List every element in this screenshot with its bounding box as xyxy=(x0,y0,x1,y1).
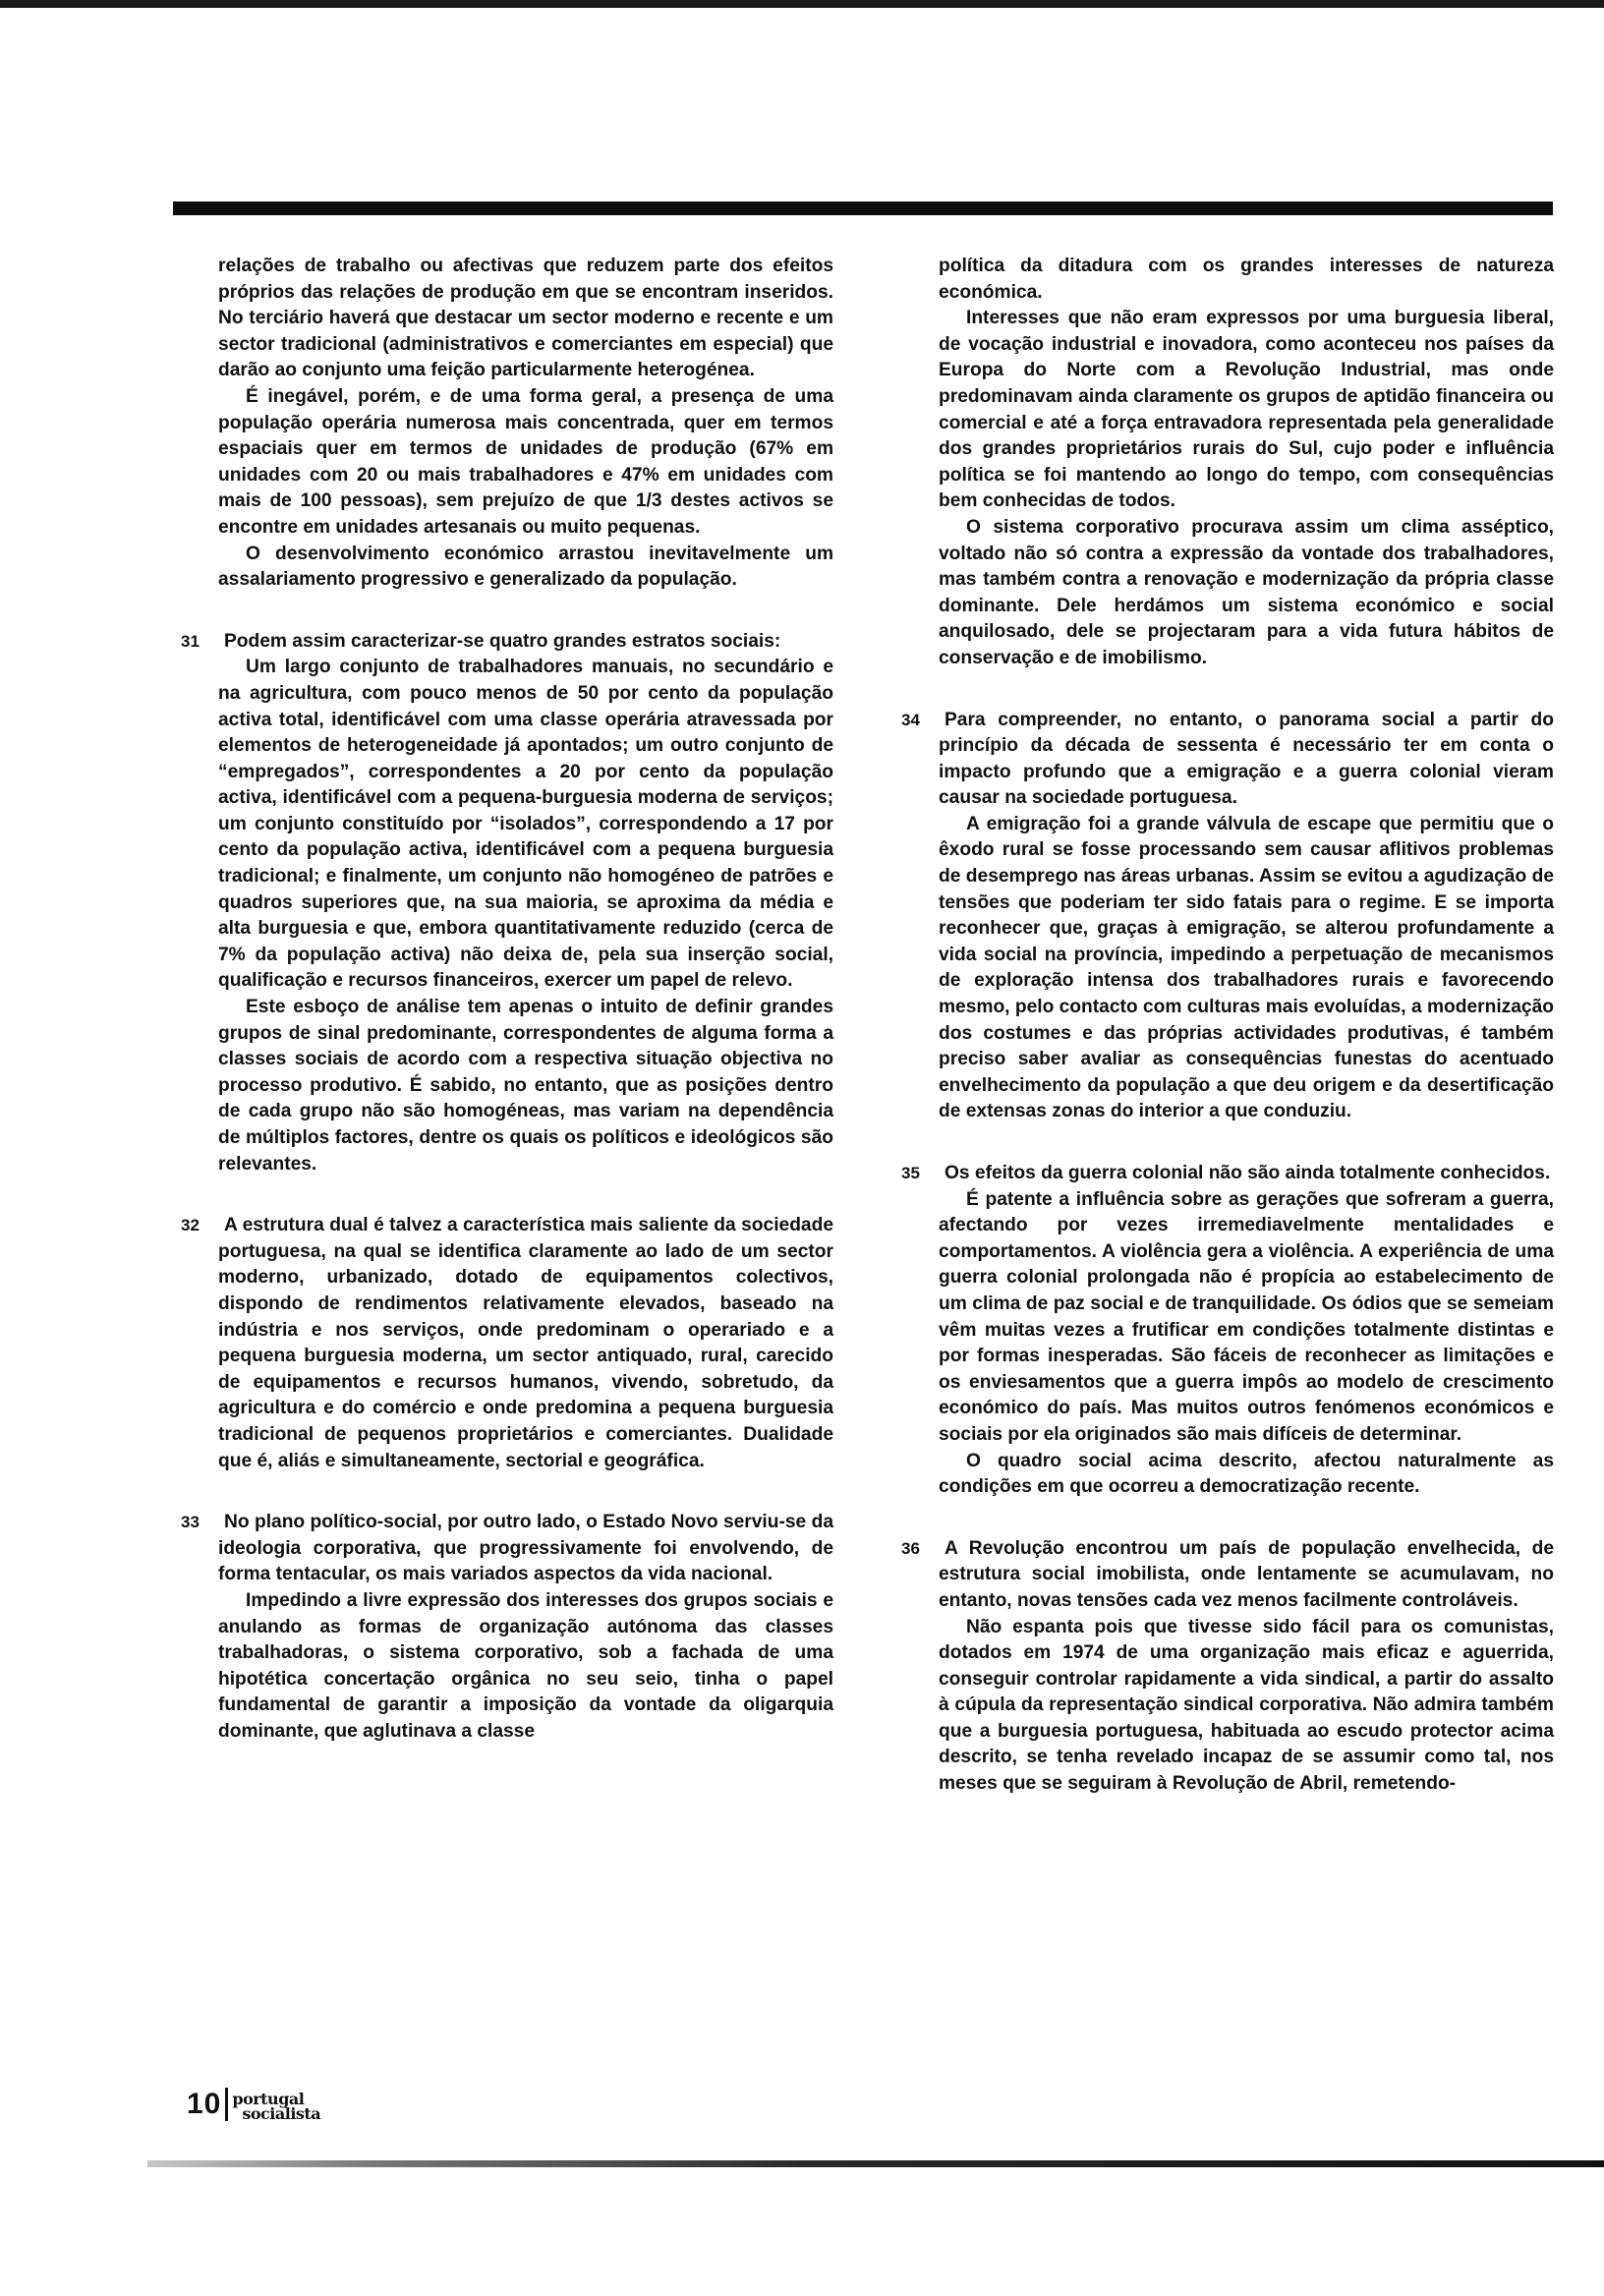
section-number: 35 xyxy=(901,1164,920,1182)
paragraph: Um largo conjunto de trabalhadores manuais, no secundário e na agricultura, com pouco menos de 50 por cento da população activa total, identificável com uma classe operária atravessada por elementos de heterogeneidade já apontados; um outro conjunto de “empregados”, correspondentes a 20 por cento da população activa, identificável com a pequena-burguesia moderna de serviços; um conjunto constituído por “isolados”, correspondendo a 17 por cento da população activa, identificável com a pequena burguesia tradicional; e finalmente, um conjunto não homogéneo de patrões e quadros superiores que, na sua maioria, se aproxima da média e alta burguesia e que, embora quantitativamente reduzido (cerca de 7% da população activa) não deixa de, pela sua inserção social, qualificação e recursos financeiros, exercer um papel de relevo. xyxy=(218,657,833,992)
left-column xyxy=(181,254,833,1745)
paragraph: relações de trabalho ou afectivas que reduzem parte dos efeitos próprios das relações de produção em que se encontram inseridos. No terciário haverá que destacar um sector moderno e recente e um sector tradicional (administrativos e comerciantes em especial) que darão ao conjunto uma feição particularmente heterogénea. xyxy=(218,256,833,381)
paragraph: Para compreender, no entanto, o panorama social a partir do princípio da década de sessenta é necessário ter em conta o impacto profundo que a emigração e a guerra colonial vieram causar na sociedade portuguesa. xyxy=(939,709,1554,809)
paragraph: Interesses que não eram expressos por uma burguesia liberal, de vocação industrial e inovadora, como aconteceu nos países da Europa do Norte com a Revolução Industrial, mas onde predominavam ainda claramente os grupos de aptidão financeira ou comercial e até a força entravadora representada pela generalidade dos grandes proprietários rurais do Sul, cujo poder e influência política se foi mantendo ao longo do tempo, com consequências bem conhecidas de todos. xyxy=(939,308,1554,512)
section-35 xyxy=(901,1161,1554,1501)
header-bar xyxy=(173,201,1553,215)
paragraph: Impedindo a livre expressão dos interesses dos grupos sociais e anulando as formas de organização autónoma das classes trabalhadoras, o sistema corporativo, sob a fachada de uma hipotética concertação orgânica no seu seio, tinha o papel fundamental de garantir a imposição da vontade da oligarquia dominante, que aglutinava a classe xyxy=(218,1589,833,1742)
top-border-rule xyxy=(0,0,1604,8)
section-34 xyxy=(901,708,1554,1126)
section-number: 31 xyxy=(181,631,200,651)
paragraph: É inegável, porém, e de uma forma geral, a presença de uma população operária numerosa mais concentrada, quer em termos espaciais quer em termos de unidades de produção (67% em unidades com 20 ou mais trabalhadores e 47% em unidades com mais de 100 pessoas), sem prejuízo de que 1/3 destes activos se encontre em unidades artesanais ou muito pequenas. xyxy=(218,385,833,538)
publication-logo xyxy=(228,2092,320,2121)
paragraph: A estrutura dual é talvez a característica mais saliente da sociedade portuguesa, na qual se identifica claramente ao lado de um sector moderno, urbanizado, dotado de equipamentos colectivos, dispondo de rendimentos relativamente elevados, baseado na indústria e nos serviços, onde predominam o operariado e a pequena burguesia moderna, um sector antiquado, rural, carecido de equipamentos e recursos humanos, vivendo, sobretudo, da agricultura e do comércio e onde predomina a pequena burguesia tradicional de pequenos proprietários e comerciantes. Dualidade que é, aliás e simultaneamente, sectorial e geográfica. xyxy=(218,1215,833,1471)
section-number: 32 xyxy=(181,1216,200,1235)
section-number: 36 xyxy=(901,1538,920,1558)
paragraph: O sistema corporativo procurava assim um clima asséptico, voltado não só contra a expressão da vontade dos trabalhadores, mas também contra a renovação e modernização da própria classe dominante. Dele herdámos um sistema económico e social anquilosado, dele se projectaram para a vida futura hábitos de conservação e de imobilismo. xyxy=(939,516,1554,668)
logo-line-1: portugal xyxy=(232,2090,305,2108)
right-column xyxy=(901,254,1554,1798)
page-footer xyxy=(187,2074,320,2121)
section-number: 34 xyxy=(901,710,920,729)
bottom-border-rule xyxy=(147,2160,1604,2167)
section-32 xyxy=(181,1213,833,1474)
paragraph: Este esboço de análise tem apenas o intuito de definir grandes grupos de sinal predominante, correspondentes de alguma forma a classes sociais de acordo com a respectiva situação objectiva no processo produtivo. É sabido, no entanto, que as posições dentro de cada grupo não são homogéneas, mas variam na dependência de múltiplos factores, dentre os quais os políticos e ideológicos são relevantes. xyxy=(218,997,833,1175)
section-33 xyxy=(181,1510,833,1745)
paragraph: política da ditadura com os grandes interesses de natureza económica. xyxy=(939,256,1554,303)
page-number: 10 xyxy=(187,2088,228,2121)
paragraph: Podem assim caracterizar-se quatro grandes estratos sociais: xyxy=(224,630,781,652)
paragraph: A Revolução encontrou um país de população envelhecida, de estrutura social imobilista, onde lentamente se acumulavam, no entanto, novas tensões cada vez menos facilmente controláveis. xyxy=(939,1537,1554,1611)
section-36 xyxy=(901,1536,1554,1798)
logo-line-2: socialista xyxy=(242,2104,321,2123)
paragraph: É patente a influência sobre as gerações que sofreram a guerra, afectando por vezes irremediavelmente mentalidades e comportamentos. A violência gera a violência. A experiência de uma guerra colonial prolongada não é propícia ao estabelecimento de um clima de paz social e de tranquilidade. Os ódios que se semeiam vêm muitas vezes a frutificar em condições totalmente distintas e por formas inesperadas. São fáceis de reconhecer as limitações e os enviesamentos que a guerra impôs ao modelo de crescimento económico do país. Mas muitos outros fenómenos económicos e sociais por ela originados são mais difíceis de determinar. xyxy=(939,1188,1554,1445)
section-number: 33 xyxy=(181,1513,200,1532)
section-31 xyxy=(181,629,833,1177)
paragraph: O quadro social acima descrito, afectou naturalmente as condições em que ocorreu a democratização recente. xyxy=(939,1450,1554,1498)
paragraph: Não espanta pois que tivesse sido fácil para os comunistas, dotados em 1974 de uma organização mais eficaz e aguerrida, conseguir controlar rapidamente a vida sindical, a partir do assalto à cúpula da representação sindical corporativa. Não admira também que a burguesia portuguesa, habituada ao escudo protector acima descrito, se tenha revelado incapaz de se assumir como tal, nos meses que se seguiram à Revolução de Abril, remetendo- xyxy=(939,1616,1554,1795)
paragraph: Os efeitos da guerra colonial não são ainda totalmente conhecidos. xyxy=(945,1163,1551,1183)
paragraph: O desenvolvimento económico arrastou inevitavelmente um assalariamento progressivo e generalizado da população. xyxy=(218,543,833,591)
paragraph: No plano político-social, por outro lado, o Estado Novo serviu-se da ideologia corporativa, que progressivamente foi envolvendo, de forma tentacular, os mais variados aspectos da vida nacional. xyxy=(218,1512,833,1585)
paragraph: A emigração foi a grande válvula de escape que permitiu que o êxodo rural se fosse processando sem causar aflitivos problemas de desemprego nas áreas urbanas. Assim se evitou a agudização de tensões que poderiam ter sido fatais para o regime. E se importa reconhecer que, graças à emigração, se alterou profundamente a vida social na província, impedindo a perpetuação de mecanismos de exploração intensa dos trabalhadores rurais e favorecendo mesmo, pelo contacto com culturas mais evoluídas, a modernização dos costumes e das próprias actividades produtivas, é também preciso saber avaliar as consequências funestas do acentuado envelhecimento da população a que deu origem e da desertificação de extensas zonas do interior a que conduziu. xyxy=(939,813,1554,1122)
